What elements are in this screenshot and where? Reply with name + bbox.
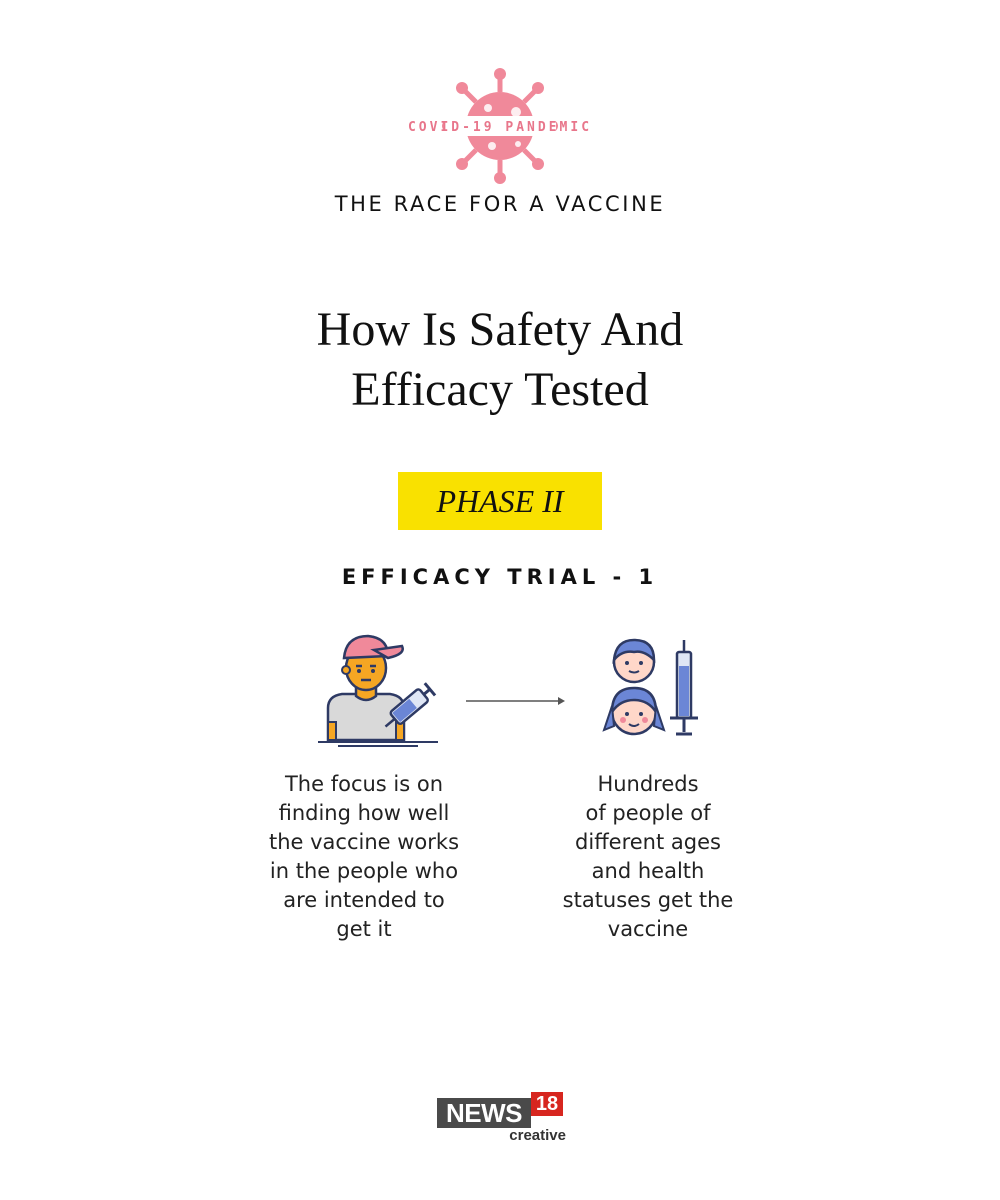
children-syringe-icon bbox=[598, 636, 702, 740]
logo-number: 18 bbox=[535, 1092, 559, 1115]
page-title-line-2: Efficacy Tested bbox=[351, 363, 649, 416]
step-line: finding how well bbox=[278, 801, 450, 825]
step-line: the vaccine works bbox=[268, 830, 460, 854]
person-vaccine-icon bbox=[318, 628, 442, 748]
step-line: vaccine bbox=[607, 917, 689, 941]
step-description-right bbox=[538, 770, 758, 944]
page-title-line-1: How Is Safety And bbox=[316, 303, 684, 356]
page-title bbox=[200, 300, 800, 420]
phase-badge bbox=[398, 472, 602, 530]
trial-title: EFFICACY TRIAL - 1 bbox=[341, 565, 659, 589]
step-line: different ages bbox=[575, 830, 721, 854]
step-line: and health bbox=[591, 859, 705, 883]
logo-news-box bbox=[437, 1098, 531, 1128]
arrow-right-icon bbox=[466, 694, 566, 708]
step-line: of people of bbox=[585, 801, 711, 825]
step-line: are intended to bbox=[283, 888, 445, 912]
logo-brand: NEWS bbox=[446, 1097, 522, 1128]
logo-subtitle: creative bbox=[509, 1127, 566, 1144]
step-line: The focus is on bbox=[284, 772, 444, 796]
pandemic-badge-label: COVID-19 PANDEMIC bbox=[407, 120, 593, 135]
logo-number-box bbox=[531, 1092, 563, 1116]
step-line: get it bbox=[336, 917, 392, 941]
step-description-left bbox=[254, 770, 474, 944]
phase-label: PHASE II bbox=[436, 482, 564, 519]
step-line: statuses get the bbox=[562, 888, 734, 912]
step-line: Hundreds bbox=[597, 772, 699, 796]
series-title: THE RACE FOR A VACCINE bbox=[334, 192, 666, 216]
step-line: in the people who bbox=[269, 859, 459, 883]
